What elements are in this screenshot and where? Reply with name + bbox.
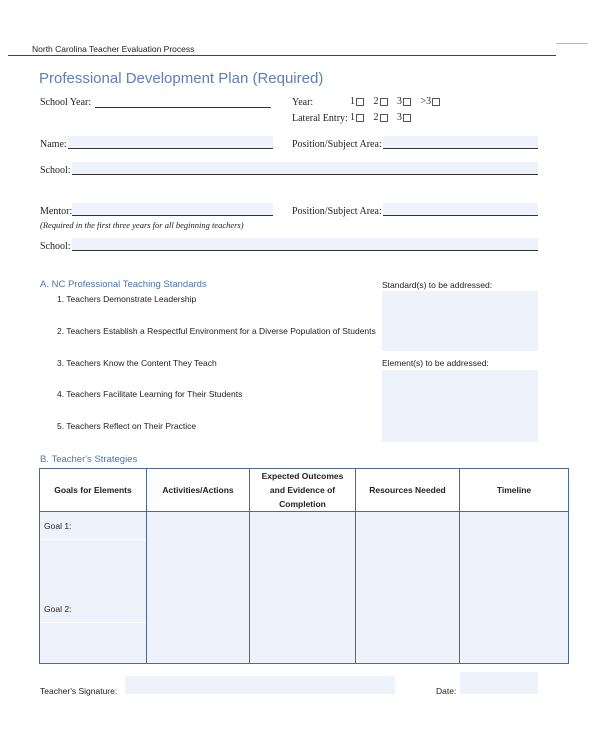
goal-1-label: Goal 1: <box>44 521 72 531</box>
org-header-text: North Carolina Teacher Evaluation Process <box>32 44 195 54</box>
name-field[interactable] <box>68 136 273 148</box>
position2-field[interactable] <box>383 203 538 215</box>
lateral-option-1-label: 1 <box>350 112 355 123</box>
mentor-field-line <box>72 215 273 216</box>
elements-addressed-label: Element(s) to be addressed: <box>382 358 489 368</box>
year-2-checkbox[interactable] <box>380 98 388 106</box>
year-options <box>350 96 447 107</box>
col-resources-header: Resources Needed <box>356 469 460 512</box>
resources-cell[interactable] <box>356 512 460 664</box>
mentor-label: Mentor: <box>40 206 73 217</box>
date-field[interactable] <box>460 672 538 694</box>
standard-1: 1. Teachers Demonstrate Leadership <box>57 294 197 304</box>
mentor-field[interactable] <box>72 203 273 215</box>
year-option-gt3-label: >3 <box>420 96 432 107</box>
standard-2: 2. Teachers Establish a Respectful Environment for a Diverse Population of Students <box>57 326 376 336</box>
signature-field[interactable] <box>125 676 395 694</box>
standard-4: 4. Teachers Facilitate Learning for Their Students <box>57 389 243 399</box>
section-b-title: B. Teacher's Strategies <box>40 454 138 465</box>
goals-cell[interactable] <box>40 512 147 664</box>
standards-addressed-label: Standard(s) to be addressed: <box>382 280 493 290</box>
school-year-field[interactable] <box>95 107 271 108</box>
header-rule-right <box>556 43 588 44</box>
position2-label: Position/Subject Area: <box>292 206 382 217</box>
standards-addressed-field[interactable] <box>382 291 538 351</box>
col-goals-header: Goals for Elements <box>40 469 147 512</box>
outcomes-cell[interactable] <box>250 512 356 664</box>
year-label: Year: <box>292 97 314 108</box>
goal-2-separator <box>40 622 146 623</box>
lateral-2-checkbox[interactable] <box>380 114 388 122</box>
lateral-options <box>350 112 418 123</box>
year-option-1-label: 1 <box>350 96 355 107</box>
name-label: Name: <box>40 139 67 150</box>
section-a-title: A. NC Professional Teaching Standards <box>40 279 207 290</box>
col-timeline-header: Timeline <box>460 469 569 512</box>
signature-label: Teacher's Signature: <box>40 686 118 696</box>
activities-cell[interactable] <box>147 512 250 664</box>
year-option-2-label: 2 <box>373 96 379 107</box>
date-label: Date: <box>436 686 457 696</box>
school-field-line <box>72 174 538 175</box>
position2-field-line <box>383 215 538 216</box>
year-option-3-label: 3 <box>397 96 402 107</box>
col-outcomes-header: Expected Outcomes and Evidence of Completion <box>250 469 356 512</box>
year-gt3-checkbox[interactable] <box>432 98 440 106</box>
lateral-option-3-label: 3 <box>397 112 402 123</box>
strategies-table <box>39 468 569 664</box>
name-field-line <box>68 148 273 149</box>
elements-addressed-field[interactable] <box>382 370 538 442</box>
school-label: School: <box>40 165 71 176</box>
page-title: Professional Development Plan (Required) <box>39 70 324 87</box>
mentor-note: (Required in the first three years for all beginning teachers) <box>40 220 244 230</box>
header-rule <box>8 55 556 56</box>
lateral-option-2-label: 2 <box>373 112 379 123</box>
goal-1-separator <box>40 539 146 540</box>
year-1-checkbox[interactable] <box>356 98 364 106</box>
standard-3: 3. Teachers Know the Content They Teach <box>57 358 217 368</box>
year-3-checkbox[interactable] <box>403 98 411 106</box>
timeline-cell[interactable] <box>460 512 569 664</box>
lateral-1-checkbox[interactable] <box>356 114 364 122</box>
school2-field[interactable] <box>72 238 538 250</box>
school-field[interactable] <box>72 162 538 174</box>
position-field-line <box>383 148 538 149</box>
school-year-label: School Year: <box>40 97 92 108</box>
lateral-3-checkbox[interactable] <box>403 114 411 122</box>
standard-5: 5. Teachers Reflect on Their Practice <box>57 421 197 431</box>
lateral-entry-label: Lateral Entry: <box>292 113 348 124</box>
col-activities-header: Activities/Actions <box>147 469 250 512</box>
school2-label: School: <box>40 241 71 252</box>
position-label: Position/Subject Area: <box>292 139 382 150</box>
table-row <box>40 512 569 664</box>
table-header-row <box>40 469 569 512</box>
position-field[interactable] <box>383 136 538 148</box>
school2-field-line <box>72 250 538 251</box>
goal-2-label: Goal 2: <box>44 604 72 614</box>
